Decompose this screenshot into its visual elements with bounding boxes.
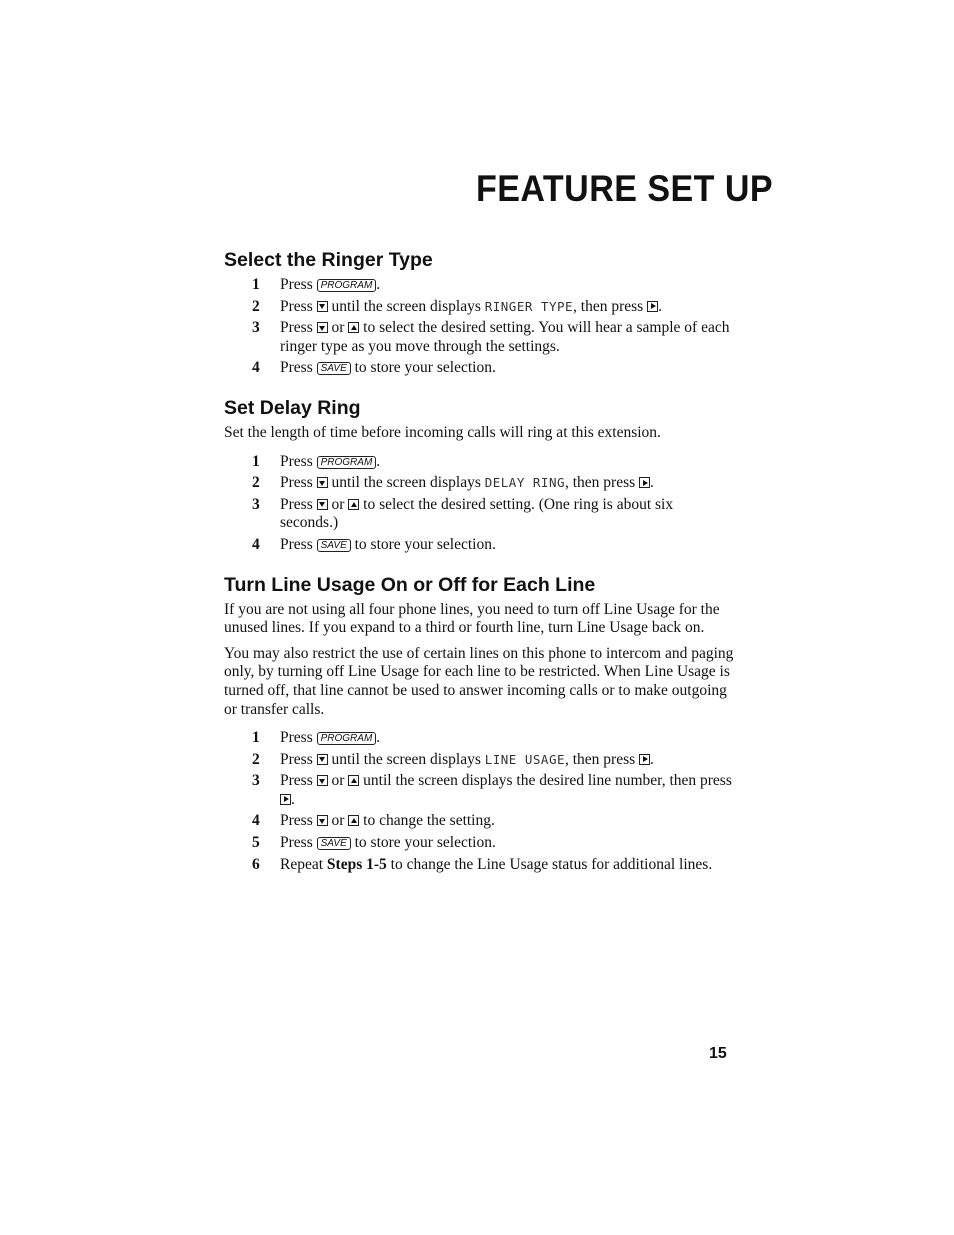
step-item	[224, 751, 734, 770]
down-arrow-key-icon	[317, 477, 328, 488]
step-number: 6	[252, 855, 260, 873]
lcd-display-text: RINGER TYPE	[484, 298, 574, 314]
step-number: 1	[252, 276, 260, 293]
step-text: to change the setting.	[363, 812, 495, 830]
step-text: Press	[280, 495, 313, 513]
step-text: Press	[280, 474, 313, 492]
step-number: 1	[252, 452, 260, 470]
step-text: .	[650, 750, 654, 768]
right-arrow-key-icon	[639, 754, 650, 765]
step-text: Repeat	[280, 855, 324, 873]
step-text: Press	[280, 812, 313, 830]
delay-steps	[224, 453, 734, 555]
step-item	[224, 856, 734, 875]
step-text: , then press	[565, 750, 636, 768]
step-item	[224, 359, 734, 378]
step-text: Press	[280, 297, 313, 315]
step-number: 5	[252, 834, 260, 852]
step-item	[224, 453, 734, 472]
right-arrow-key-icon	[280, 794, 291, 805]
step-text: .	[376, 452, 381, 470]
step-text: Press	[280, 319, 313, 337]
step-item	[224, 276, 734, 295]
step-text: .	[376, 276, 381, 293]
step-number: 2	[252, 474, 260, 492]
step-text: until the screen displays	[331, 474, 481, 492]
ringer-steps	[224, 276, 734, 378]
step-text: Press	[280, 729, 313, 747]
section-heading-delay-ring: Set Delay Ring	[224, 396, 361, 419]
page-title: FEATURE SET UP	[476, 168, 774, 209]
step-text: or	[331, 812, 345, 830]
step-text: to select the desired setting. You will hear a sample of each ringer type as you move through the settings.	[280, 319, 730, 355]
step-text: until the screen displays the desired line number, then press	[363, 772, 732, 790]
step-text: to store your selection.	[354, 834, 496, 852]
step-text: or	[331, 495, 345, 513]
down-arrow-key-icon	[317, 322, 328, 333]
step-text: .	[650, 474, 654, 492]
up-arrow-key-icon	[348, 815, 359, 826]
lcd-display-text: LINE USAGE	[484, 751, 565, 767]
step-item	[224, 772, 734, 809]
down-arrow-key-icon	[317, 775, 328, 786]
step-number: 3	[252, 495, 260, 513]
down-arrow-key-icon	[317, 301, 328, 312]
step-number: 2	[252, 750, 260, 768]
step-item	[224, 536, 734, 555]
step-text: Press	[280, 834, 313, 852]
section-delay-ring	[224, 396, 734, 555]
step-text: Press	[280, 359, 313, 377]
up-arrow-key-icon	[348, 499, 359, 510]
save-key-icon: SAVE	[317, 362, 351, 375]
step-item	[224, 496, 734, 533]
step-text: .	[291, 790, 295, 808]
step-item	[224, 474, 734, 493]
save-key-icon: SAVE	[317, 837, 351, 850]
step-text: Press	[280, 452, 313, 470]
right-arrow-key-icon	[647, 301, 658, 312]
step-text: .	[376, 729, 381, 747]
program-key-icon: PROGRAM	[317, 279, 377, 292]
step-number: 4	[252, 535, 260, 553]
section-ringer-type	[224, 248, 734, 378]
up-arrow-key-icon	[348, 322, 359, 333]
up-arrow-key-icon	[348, 775, 359, 786]
section-paragraph: You may also restrict the use of certain lines on this phone to intercom and paging only, by turning off Line Usage for each line to be restricted. When Line Usage is turned off, that line cannot be used to answer incoming calls or to make outgoing or transfer calls.	[224, 644, 734, 718]
step-text: until the screen displays	[331, 297, 481, 315]
section-line-usage	[224, 573, 734, 875]
page-number: 15	[709, 1045, 727, 1062]
step-item	[224, 319, 734, 356]
right-arrow-key-icon	[639, 477, 650, 488]
save-key-icon: SAVE	[317, 539, 351, 552]
step-item	[224, 298, 734, 317]
program-key-icon: PROGRAM	[317, 732, 377, 745]
step-text: , then press	[565, 474, 636, 492]
step-text: to store your selection.	[354, 359, 496, 377]
step-emphasis: Steps 1-5	[326, 855, 387, 873]
step-text: .	[658, 297, 662, 315]
step-text: or	[331, 772, 345, 790]
step-text: Press	[280, 276, 313, 293]
step-text: to store your selection.	[354, 535, 496, 553]
lcd-display-text: DELAY RING	[484, 475, 565, 491]
step-text: Press	[280, 772, 313, 790]
section-paragraph: If you are not using all four phone lines, you need to turn off Line Usage for the unused lines. If you expand to a third or fourth line, turn Line Usage back on.	[224, 600, 720, 637]
step-text: to change the Line Usage status for additional lines.	[390, 855, 713, 873]
step-text: to select the desired setting. (One ring is about six seconds.)	[280, 495, 674, 532]
step-number: 2	[252, 297, 260, 315]
section-heading-line-usage: Turn Line Usage On or Off for Each Line	[224, 573, 596, 596]
down-arrow-key-icon	[317, 815, 328, 826]
step-text: or	[331, 319, 345, 337]
step-number: 1	[252, 729, 260, 747]
step-item	[224, 812, 734, 831]
usage-steps	[224, 729, 734, 874]
step-text: Press	[280, 750, 313, 768]
program-key-icon: PROGRAM	[317, 456, 377, 469]
step-item	[224, 834, 734, 853]
down-arrow-key-icon	[317, 499, 328, 510]
step-number: 3	[252, 319, 260, 337]
step-text: until the screen displays	[331, 750, 481, 768]
down-arrow-key-icon	[317, 754, 328, 765]
step-number: 4	[252, 359, 260, 377]
step-text: , then press	[573, 297, 644, 315]
step-number: 4	[252, 812, 260, 830]
step-item	[224, 729, 734, 748]
page-content	[224, 248, 734, 892]
section-heading-ringer-type: Select the Ringer Type	[224, 249, 433, 271]
section-description: Set the length of time before incoming calls will ring at this extension.	[224, 423, 661, 441]
step-text: Press	[280, 535, 313, 553]
step-number: 3	[252, 772, 260, 790]
